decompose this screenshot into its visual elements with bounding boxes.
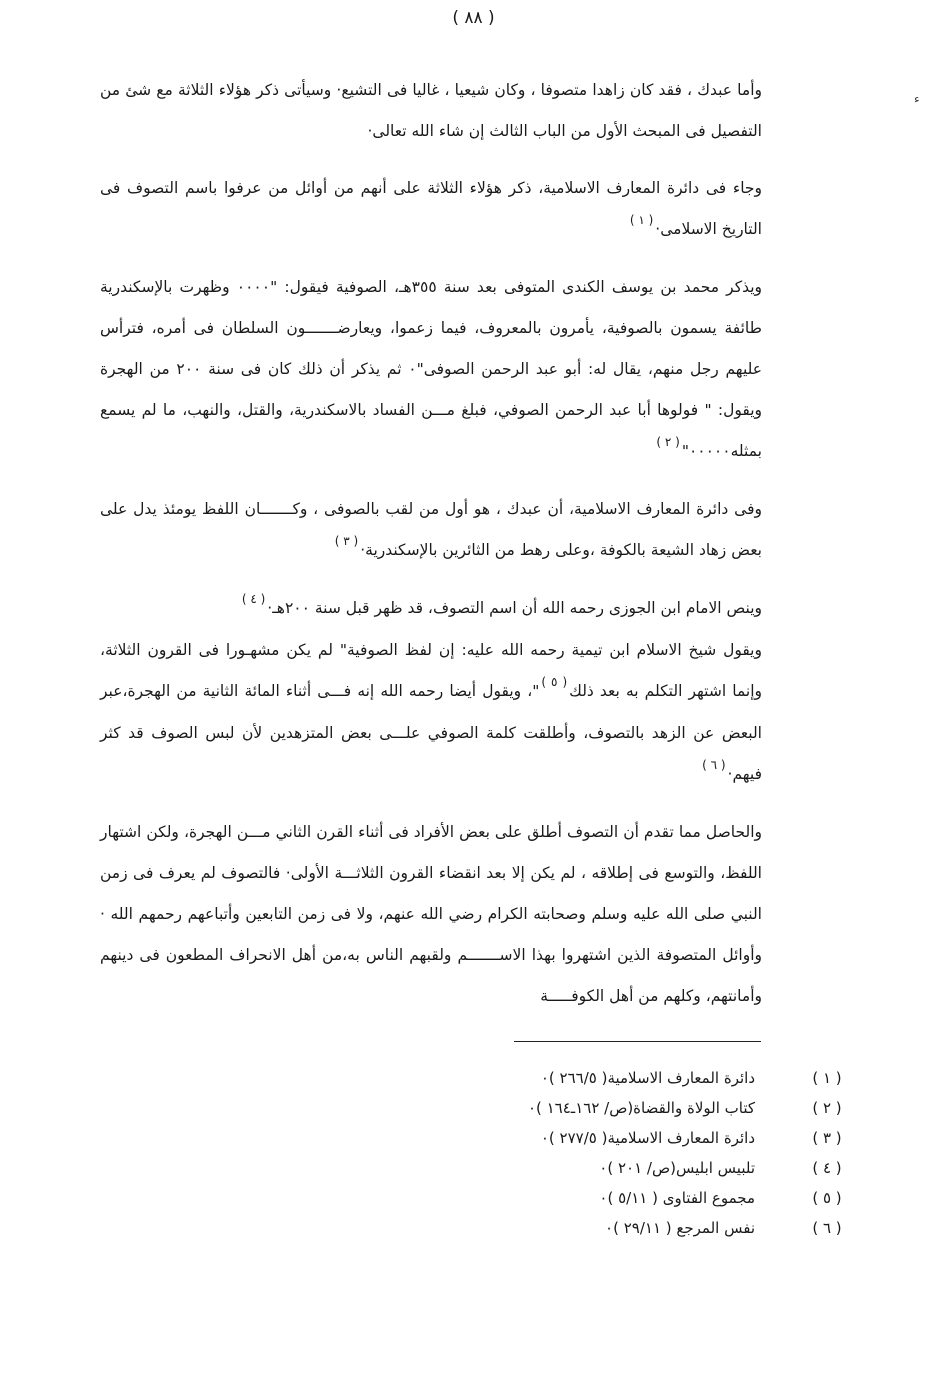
footnote-ref: ( ٥ ) [541,675,568,689]
footnote-ref: ( ٤ ) [241,592,266,606]
footnote-item [335,1093,842,1123]
paragraph-1 [100,70,762,152]
paragraph-text-tail: "، ويقول أيضا رحمه الله إنه فـــى أثناء المائة الثانية من الهجرة،عبر البعض عن الزهد بالتصوف، وأطلقت كلمة الصوفي علـــى بعض المتزهدين لأن لبس الصوف قد كثر فيهم· [100,682,762,783]
paragraph-text: وفى دائرة المعارف الاسلامية، أن عبدك ، هو أول من لقب بالصوفى ، وكـــــــان اللفظ يومئذ يدل على بعض زهاد الشيعة بالكوفة ،وعلى رهط من الثائرين بالإسكندرية· [100,500,762,559]
paragraph-text: والحاصل مما تقدم أن التصوف أطلق على بعض الأفراد فى أثناء القرن الثاني مـــن الهجرة، ولكن اشتهار اللفظ، والتوسع فى إطلاقه ، لم يكن إلا بعد انقضاء القرون الثلاثـــة الأولى· فالتصوف لم يعرف فى زمن النبي صلى الله عليه وسلم وصحابته الكرام رضي الله عنهم، ولا فى زمن التابعين وأتباعهم رحمهم الله · وأوائل المتصوفة الذين اشتهروا بهذا الاســـــــم ولقبهم الناس به،من أهل الانحراف المطعون فى دينهم وأمانتهم، وكلهم من أهل الكوفـــــة [100,823,762,1005]
footnote-number: ( ١ ) [812,1069,842,1087]
body-text [100,70,762,1017]
paragraph-text: وجاء فى دائرة المعارف الاسلامية، ذكر هؤلاء الثلاثة على أنهم من أوائل من عرفوا باسم التصوف فى التاريخ الاسلامى· [100,179,762,238]
footnote-text: تلبيس ابليس(ص/ ٢٠١ )٠ [599,1159,755,1177]
footnote-text: دائرة المعارف الاسلامية( ٢٦٦/٥ )٠ [540,1069,755,1087]
footnote-number: ( ٢ ) [812,1099,842,1117]
page-number: ( ٨٨ ) [452,8,495,28]
footnote-text: كتاب الولاة والقضاة(ص/ ١٦٢ـ١٦٤ )٠ [527,1099,755,1117]
footnote-number: ( ٥ ) [812,1189,842,1207]
footnote-ref: ( ٢ ) [656,435,680,449]
paragraph-text: وينص الامام ابن الجوزى رحمه الله أن اسم التصوف، قد ظهر قبل سنة ٢٠٠هـ· [267,599,762,617]
paragraph-2 [100,168,762,251]
footnote-item [335,1213,842,1243]
paragraph-text: ويذكر محمد بن يوسف الكندى المتوفى بعد سنة ٣٥٥هـ، الصوفية فيقول: "٠٠٠٠ وظهرت بالإسكندرية طائفة يسمون بالصوفية، يأمرون بالمعروف، فيما زعموا، ويعارضـــــــون السلطان فى أمره، فترأس عليهم رجل منهم، يقال له: أبو عبد الرحمن الصوفى"٠ ثم يذكر أن ذلك كان فى سنة ٢٠٠ من الهجرة ويقول: " فولوها أبا عبد الرحمن الصوفي، فبلغ مـــن الفساد بالاسكندرية، والقتل، والنهب، ما لم يسمع بمثله٠٠٠٠٠" [100,278,763,460]
footnotes-list [335,1063,842,1243]
footnote-ref: ( ٦ ) [702,758,726,772]
footnote-text: نفس المرجع ( ٢٩/١١ )٠ [605,1219,755,1237]
paragraph-6 [100,630,762,796]
footnote-item [335,1183,842,1213]
footnote-item [335,1063,842,1093]
paragraph-4 [100,489,762,572]
paragraph-3 [100,267,762,473]
paragraph-7 [100,812,762,1017]
paragraph-5 [100,588,762,630]
footnote-number: ( ٦ ) [812,1219,842,1237]
footnote-divider [514,1041,761,1042]
paragraph-text: ويقول شيخ الاسلام ابن تيمية رحمه الله عليه: إن لفظ الصوفية" لم يكن مشهـورا فى القرون الثلاثة، وإنما اشتهر التكلم به بعد ذلك [100,641,763,700]
footnote-ref: ( ٣ ) [334,534,359,548]
footnote-ref: ( ١ ) [629,213,654,227]
footnote-text: دائرة المعارف الاسلامية( ٢٧٧/٥ )٠ [540,1129,755,1147]
footnote-item [335,1153,842,1183]
paragraph-text: وأما عبدك ، فقد كان زاهدا متصوفا ، وكان شيعيا ، غاليا فى التشيع· وسيأتى ذكر هؤلاء الثلاثة مع شئ من التفصيل فى المبحث الأول من الباب الثالث إن شاء الله تعالى· [100,81,762,140]
footnote-text: مجموع الفتاوى ( ٥/١١ )٠ [599,1189,755,1207]
footnote-number: ( ٤ ) [812,1159,842,1177]
stray-mark: ﺀ [914,92,920,106]
footnote-number: ( ٣ ) [812,1129,842,1147]
footnote-item [335,1123,842,1153]
